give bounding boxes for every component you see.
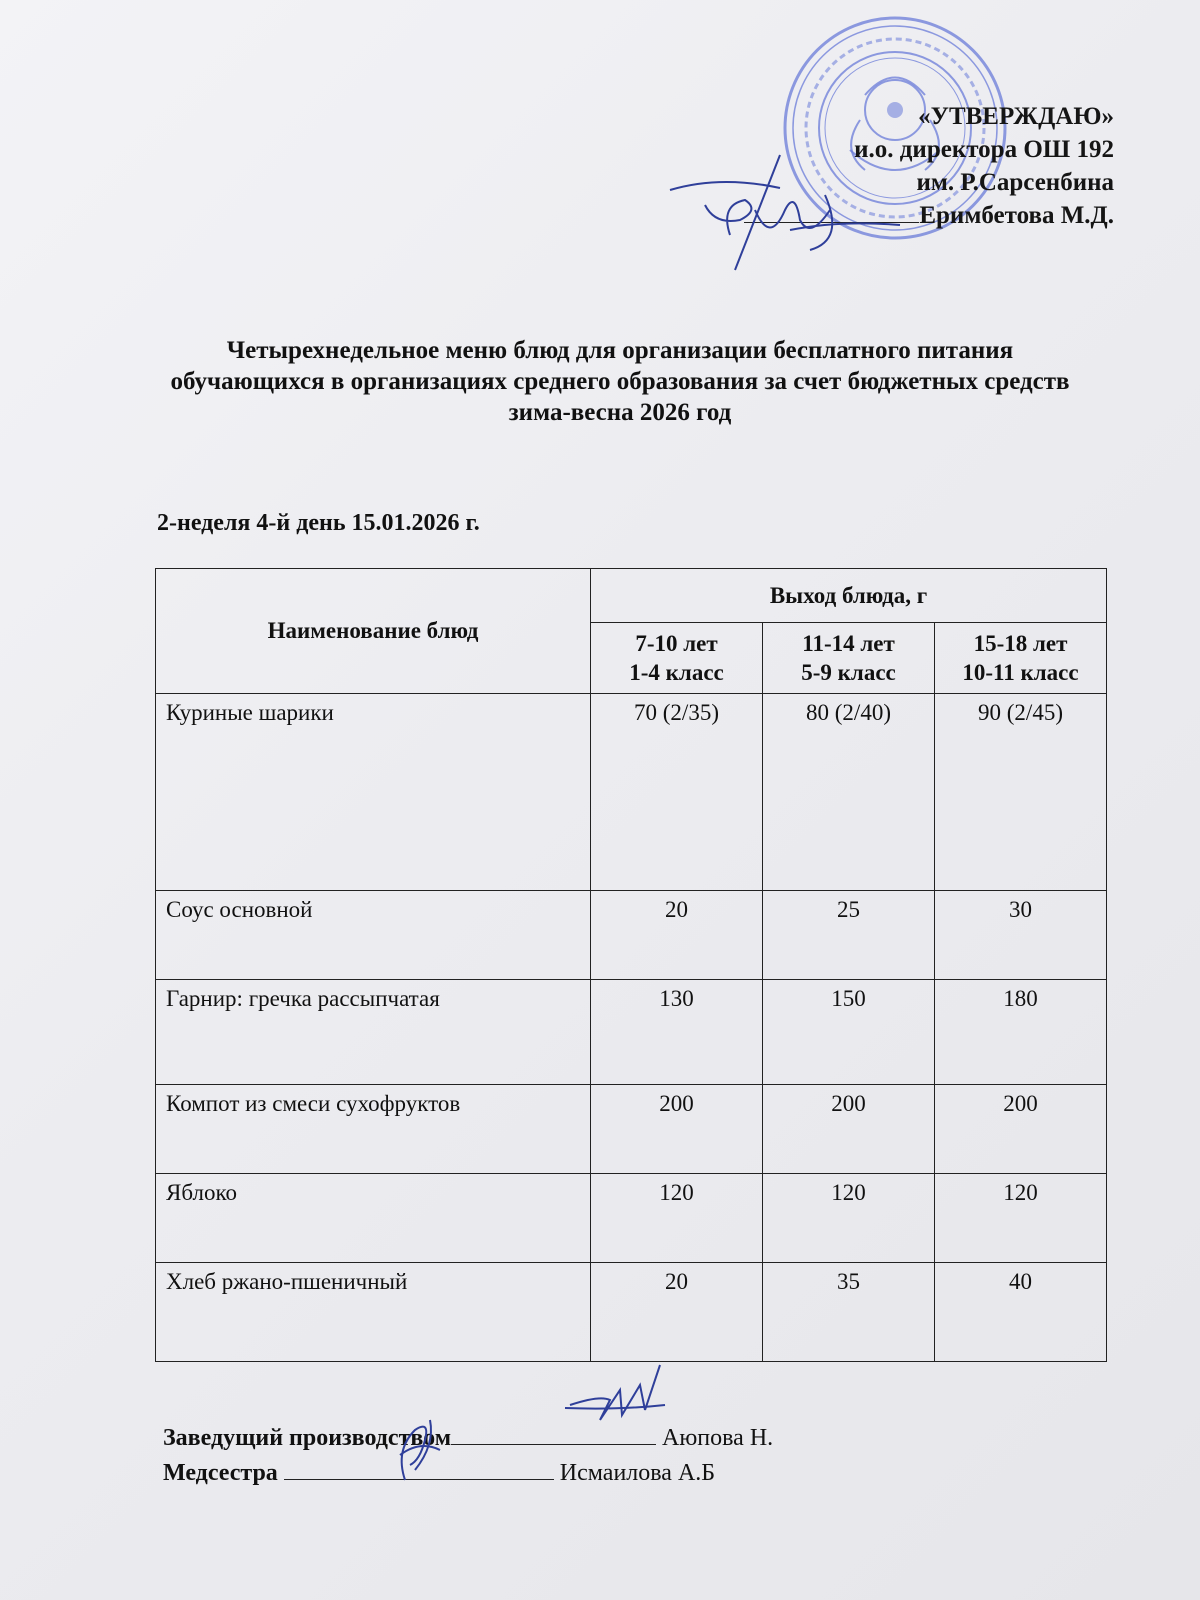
- age-range: 7-10 лет: [635, 631, 718, 657]
- dish-name: Соус основной: [156, 891, 591, 980]
- portion-value: 70 (2/35): [591, 694, 763, 891]
- menu-table: [155, 568, 1107, 1362]
- approval-signatory: Еримбетова М.Д.: [919, 202, 1114, 229]
- dish-name: Компот из смеси сухофруктов: [156, 1085, 591, 1174]
- table-row: [156, 694, 1107, 891]
- portion-value: 180: [935, 980, 1107, 1085]
- portion-value: 120: [763, 1174, 935, 1263]
- table-row: [156, 1174, 1107, 1263]
- dish-name: Яблоко: [156, 1174, 591, 1263]
- production-role: Заведущий производством: [163, 1425, 452, 1451]
- age-range: 11-14 лет: [802, 631, 895, 657]
- portion-value: 20: [591, 1263, 763, 1362]
- portion-value: 120: [935, 1174, 1107, 1263]
- table-row: [156, 1263, 1107, 1362]
- header-age-group: [763, 623, 935, 694]
- dish-name: Гарнир: гречка рассыпчатая: [156, 980, 591, 1085]
- portion-value: 30: [935, 891, 1107, 980]
- header-output: Выход блюда, г: [591, 569, 1107, 623]
- grade-range: 10-11 класс: [962, 660, 1079, 686]
- portion-value: 200: [591, 1085, 763, 1174]
- header-age-group: [591, 623, 763, 694]
- grade-range: 5-9 класс: [801, 660, 896, 686]
- portion-value: 200: [935, 1085, 1107, 1174]
- portion-value: 20: [591, 891, 763, 980]
- nurse-name: Исмаилова А.Б: [559, 1460, 716, 1486]
- table-row: [156, 891, 1107, 980]
- dish-name: Куриные шарики: [156, 694, 591, 891]
- approval-heading: «УТВЕРЖДАЮ»: [918, 103, 1114, 130]
- dish-name: Хлеб ржано-пшеничный: [156, 1263, 591, 1362]
- approval-school: им. Р.Сарсенбина: [916, 169, 1114, 196]
- day-label: 2-неделя 4-й день 15.01.2026 г.: [157, 510, 480, 536]
- portion-value: 25: [763, 891, 935, 980]
- portion-value: 120: [591, 1174, 763, 1263]
- portion-value: 35: [763, 1263, 935, 1362]
- director-signature-icon: [660, 150, 910, 280]
- approval-position: и.о. директора ОШ 192: [854, 136, 1114, 163]
- portion-value: 90 (2/45): [935, 694, 1107, 891]
- age-range: 15-18 лет: [973, 631, 1068, 657]
- production-signature-icon: [560, 1360, 670, 1440]
- portion-value: 200: [763, 1085, 935, 1174]
- portion-value: 130: [591, 980, 763, 1085]
- document-title: Четырехнедельное меню блюд для организации бесплатного питания обучающихся в организациях среднего образования за счет бюджетных средств зима-весна 2026 год: [170, 337, 1070, 426]
- header-age-group: [935, 623, 1107, 694]
- signatures-footer: [163, 1420, 773, 1490]
- table-row: [156, 1085, 1107, 1174]
- header-dish-name: Наименование блюд: [156, 569, 591, 694]
- nurse-signature-icon: [390, 1410, 450, 1485]
- portion-value: 150: [763, 980, 935, 1085]
- nurse-role: Медсестра: [163, 1460, 278, 1486]
- nurse-signature-line: [163, 1455, 773, 1490]
- grade-range: 1-4 класс: [629, 660, 724, 686]
- production-signature-line: [163, 1420, 773, 1455]
- portion-value: 40: [935, 1263, 1107, 1362]
- portion-value: 80 (2/40): [763, 694, 935, 891]
- production-name: Аюпова Н.: [662, 1425, 774, 1451]
- table-row: [156, 980, 1107, 1085]
